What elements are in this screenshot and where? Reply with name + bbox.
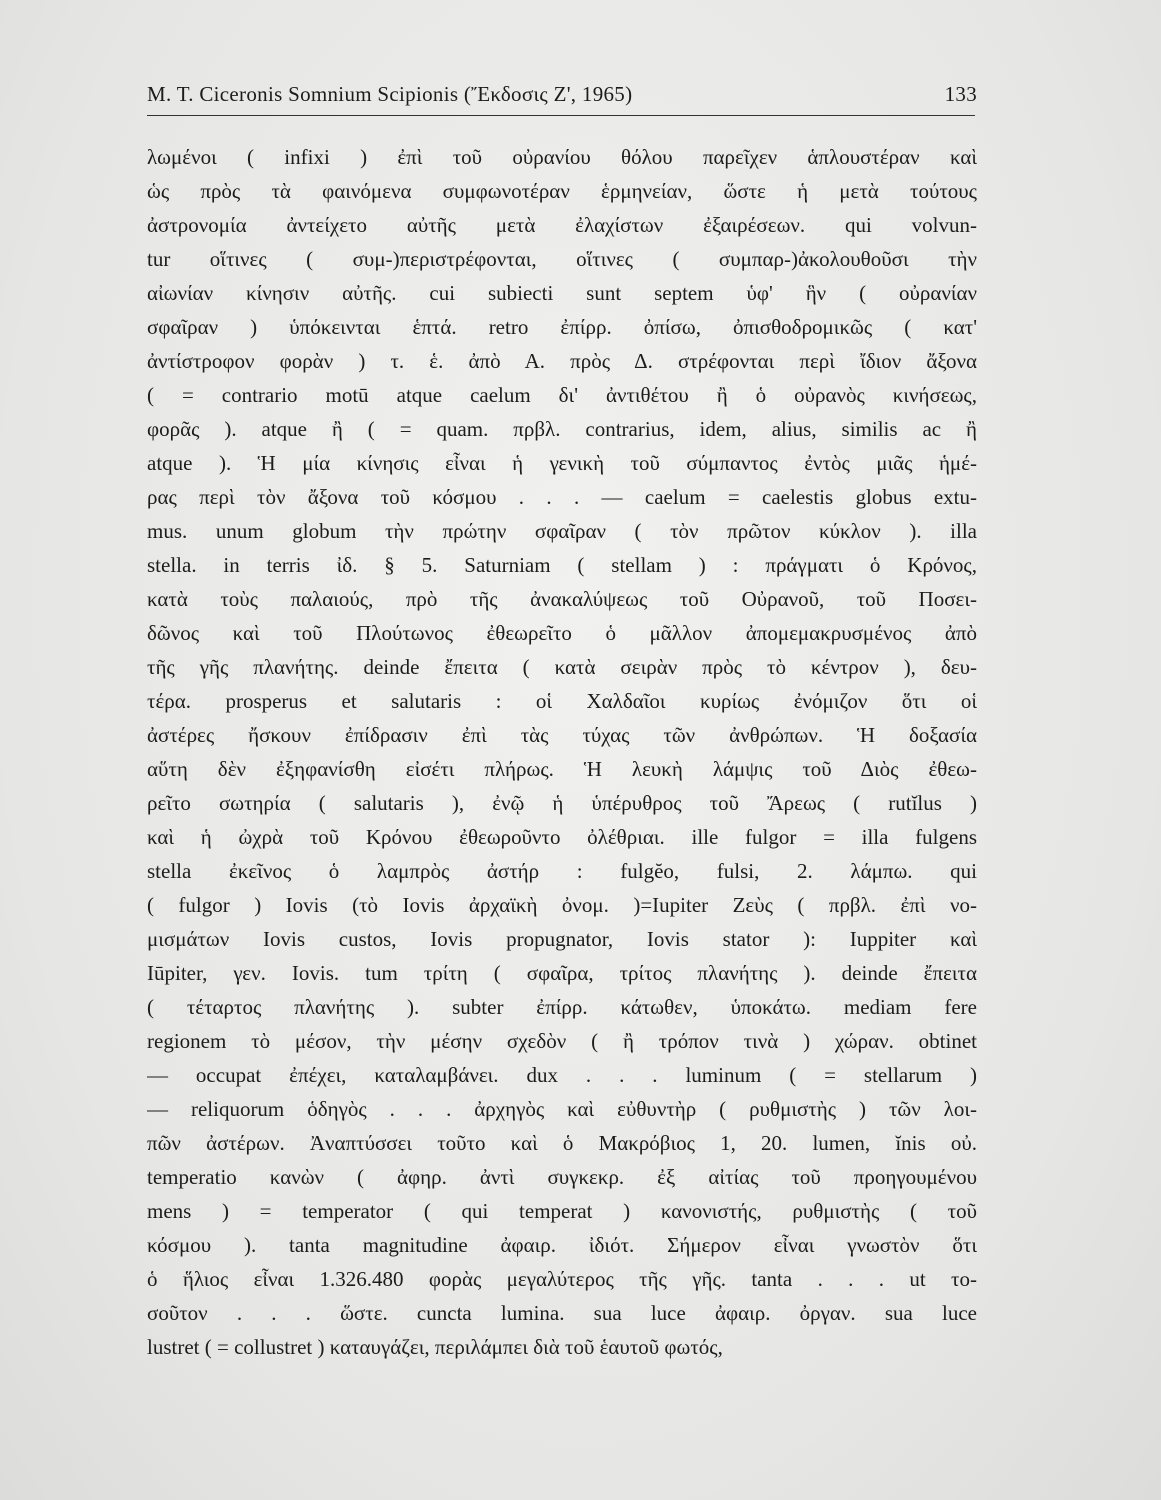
- text-line: κατὰ τοὺς παλαιούς, πρὸ τῆς ἀνακαλύψεως τοῦ Οὐρανοῦ, τοῦ Ποσει-: [147, 587, 977, 611]
- text-line: ἀντίστροφον φορὰν ) τ. ἑ. ἀπὸ Α. πρὸς Δ. στρέφονται περὶ ἴδιον ἄξονα: [147, 349, 977, 373]
- text-line: φορᾶς ). atque ἢ ( = quam. πρβλ. contrarius, idem, alius, similis ac ἢ: [147, 417, 977, 441]
- text-line: mus. unum globum τὴν πρώτην σφαῖραν ( τὸν πρῶτον κύκλον ). illa: [147, 519, 977, 543]
- text-line: ( = contrario motū atque caelum δι' ἀντιθέτου ἢ ὁ οὐρανὸς κινήσεως,: [147, 383, 977, 407]
- text-line: ρεῖτο σωτηρία ( salutaris ), ἐνῷ ἡ ὑπέρυθρος τοῦ Ἄρεως ( rutĭlus ): [147, 791, 977, 815]
- text-line: regionem τὸ μέσον, τὴν μέσην σχεδὸν ( ἢ τρόπον τινὰ ) χώραν. obtinet: [147, 1029, 977, 1053]
- text-line: temperatio κανὼν ( ἀφηρ. ἀντὶ συγκεκρ. ἐξ αἰτίας τοῦ προηγουμένου: [147, 1165, 977, 1189]
- text-line: καὶ ἡ ὠχρὰ τοῦ Κρόνου ἐθεωροῦντο ὀλέθριαι. ille fulgor = illa fulgens: [147, 825, 977, 849]
- text-line: ( fulgor ) Iovis (τὸ Iovis ἀρχαϊκὴ ὀνομ. )=Iupiter Ζεὺς ( πρβλ. ἐπὶ νο-: [147, 893, 977, 917]
- page-number: 133: [944, 82, 977, 106]
- text-line: atque ). Ἡ μία κίνησις εἶναι ἡ γενικὴ τοῦ σύμπαντος ἐντὸς μιᾶς ἡμέ-: [147, 451, 977, 475]
- text-line: ρας περὶ τὸν ἄξονα τοῦ κόσμου . . . — caelum = caelestis globus extu-: [147, 485, 977, 509]
- running-title: M. T. Ciceronis Somnium Scipionis (Ἔκδοσις Ζ', 1965): [147, 82, 633, 106]
- header-rule: [147, 115, 975, 116]
- text-line: mens ) = temperator ( qui temperat ) κανονιστής, ρυθμιστὴς ( τοῦ: [147, 1199, 977, 1223]
- text-line: — reliquorum ὁδηγὸς . . . ἀρχηγὸς καὶ εὐθυντὴρ ( ρυθμιστὴς ) τῶν λοι-: [147, 1097, 977, 1121]
- text-line: κόσμου ). tanta magnitudine ἀφαιρ. ἰδιότ. Σήμερον εἶναι γνωστὸν ὅτι: [147, 1233, 977, 1257]
- text-line: ὁ ἥλιος εἶναι 1.326.480 φορὰς μεγαλύτερος τῆς γῆς. tanta . . . ut το-: [147, 1267, 977, 1291]
- body-text: [147, 140, 977, 1364]
- text-line: δῶνος καὶ τοῦ Πλούτωνος ἐθεωρεῖτο ὁ μᾶλλον ἀπομεμακρυσμένος ἀπὸ: [147, 621, 977, 645]
- text-line: αἰωνίαν κίνησιν αὐτῆς. cui subiecti sunt septem ὑφ' ἣν ( οὐρανίαν: [147, 281, 977, 305]
- text-line: Iūpiter, γεν. Iovis. tum τρίτη ( σφαῖρα, τρίτος πλανήτης ). deinde ἔπειτα: [147, 961, 977, 985]
- running-header: [147, 82, 977, 116]
- text-line: stella ἐκεῖνος ὁ λαμπρὸς ἀστήρ : fulgĕo, fulsi, 2. λάμπω. qui: [147, 859, 977, 883]
- text-line: αὕτη δὲν ἐξηφανίσθη εἰσέτι πλήρως. Ἡ λευκὴ λάμψις τοῦ Διὸς ἐθεω-: [147, 757, 977, 781]
- text-line: ( τέταρτος πλανήτης ). subter ἐπίρρ. κάτωθεν, ὑποκάτω. mediam fere: [147, 995, 977, 1019]
- text-line: ὡς πρὸς τὰ φαινόμενα συμφωνοτέραν ἑρμηνείαν, ὥστε ἡ μετὰ τούτους: [147, 179, 977, 203]
- text-line: λωμένοι ( infixi ) ἐπὶ τοῦ οὐρανίου θόλου παρεῖχεν ἁπλουστέραν καὶ: [147, 145, 977, 169]
- text-line: μισμάτων Iovis custos, Iovis propugnator, Iovis stator ): Iuppiter καὶ: [147, 927, 977, 951]
- text-line: σοῦτον . . . ὥστε. cuncta lumina. sua luce ἀφαιρ. ὀργαν. sua luce: [147, 1301, 977, 1325]
- text-line: ἀστρονομία ἀντείχετο αὐτῆς μετὰ ἐλαχίστων ἐξαιρέσεων. qui volvun-: [147, 213, 977, 237]
- text-line: — occupat ἐπέχει, καταλαμβάνει. dux . . . luminum ( = stellarum ): [147, 1063, 977, 1087]
- text-line: lustret ( = collustret ) καταυγάζει, περιλάμπει διὰ τοῦ ἑαυτοῦ φωτός,: [147, 1335, 723, 1359]
- text-line: πῶν ἀστέρων. Ἀναπτύσσει τοῦτο καὶ ὁ Μακρόβιος 1, 20. lumen, ĭnis οὐ.: [147, 1131, 977, 1155]
- text-line: tur οἵτινες ( συμ-)περιστρέφονται, οἵτινες ( συμπαρ-)ἀκολουθοῦσι τὴν: [147, 247, 977, 271]
- text-line: σφαῖραν ) ὑπόκεινται ἑπτά. retro ἐπίρρ. ὀπίσω, ὀπισθοδρομικῶς ( κατ': [147, 315, 977, 339]
- text-line: ἀστέρες ἤσκουν ἐπίδρασιν ἐπὶ τὰς τύχας τῶν ἀνθρώπων. Ἡ δοξασία: [147, 723, 977, 747]
- text-line: τέρα. prosperus et salutaris : οἱ Χαλδαῖοι κυρίως ἐνόμιζον ὅτι οἱ: [147, 689, 977, 713]
- text-line: stella. in terris ἰδ. § 5. Saturniam ( stellam ) : πράγματι ὁ Κρόνος,: [147, 553, 977, 577]
- text-line: τῆς γῆς πλανήτης. deinde ἔπειτα ( κατὰ σειρὰν πρὸς τὸ κέντρον ), δευ-: [147, 655, 977, 679]
